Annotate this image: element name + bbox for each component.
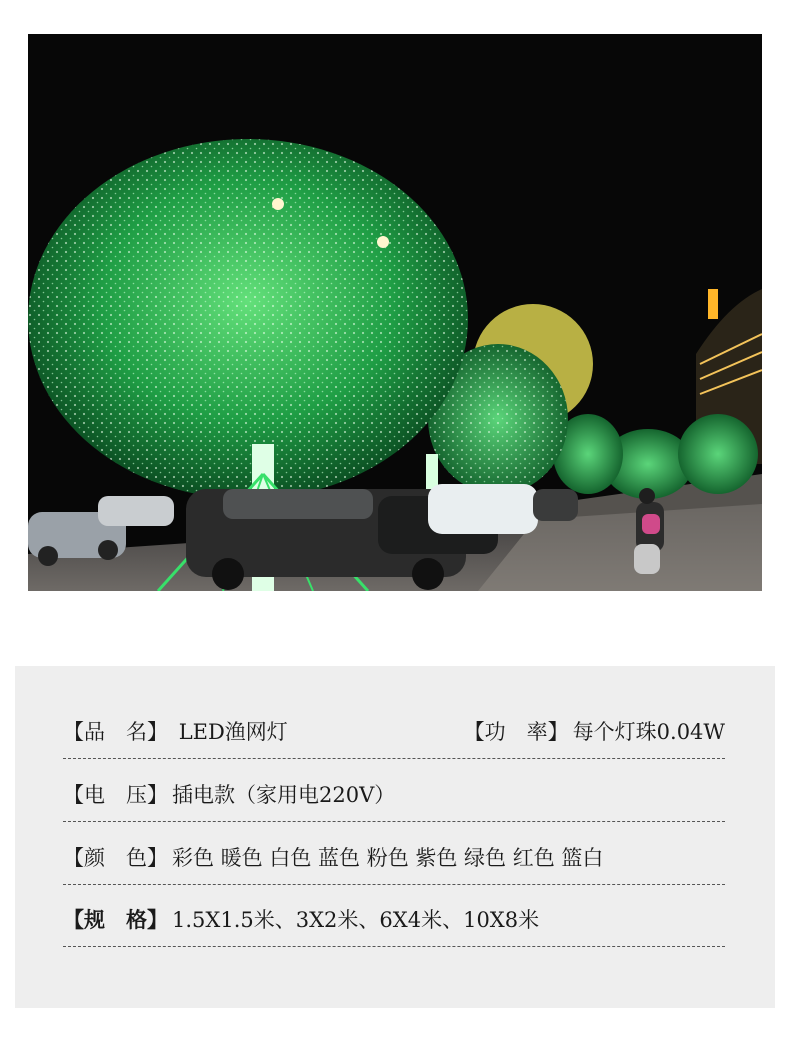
spec-value-size: 1.5X1.5米、3X2米、6X4米、10X8米 bbox=[172, 908, 540, 932]
spec-panel bbox=[15, 666, 775, 1008]
led-net-light-scene bbox=[28, 34, 762, 591]
spec-label-name: 【品 名】 bbox=[63, 720, 168, 744]
spec-label-power: 【功 率】 bbox=[463, 720, 569, 744]
spec-row-size bbox=[63, 898, 725, 947]
spec-row-name bbox=[63, 710, 725, 759]
spec-value-power: 每个灯珠0.04W bbox=[572, 720, 725, 744]
spec-value-colors: 彩色 暖色 白色 蓝色 粉色 紫色 绿色 红色 篮白 bbox=[172, 846, 604, 870]
spec-value-name: LED渔网灯 bbox=[178, 720, 288, 744]
spec-value-voltage: 插电款（家用电220V） bbox=[172, 783, 396, 807]
spec-label-voltage: 【电 压】 bbox=[63, 783, 168, 807]
spec-row-voltage bbox=[63, 773, 725, 822]
spec-label-colors: 【颜 色】 bbox=[63, 846, 168, 870]
spec-row-colors bbox=[63, 836, 725, 885]
product-photo bbox=[28, 34, 762, 591]
spec-power bbox=[464, 710, 725, 754]
spec-label-size: 【规 格】 bbox=[63, 907, 168, 932]
